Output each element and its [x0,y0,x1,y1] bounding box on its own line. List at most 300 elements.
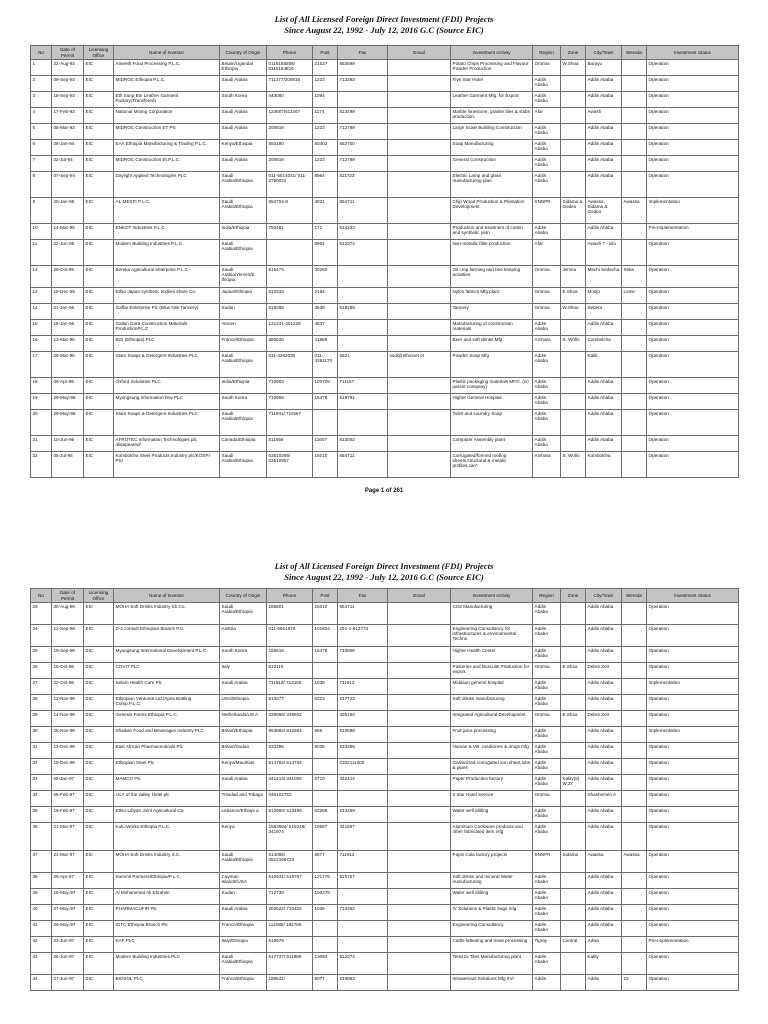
fdi-projects-table [30,45,739,478]
cell-zone [561,124,586,140]
cell-city: Awassa, Sidama & Gedeo [586,198,622,224]
cell-city: Adwa [586,937,622,953]
cell-email [388,937,451,953]
cell-date: 26-Jun-97 [52,953,84,975]
cell-city: Addis Ababa [586,807,622,823]
cell-zone [561,140,586,156]
cell-city: Addis Ababa [586,156,622,172]
cell-activity: Cattle fattening and meat processing [451,937,533,953]
cell-date: 23-Jun-97 [52,937,84,953]
cell-country: France/Ethiopia [220,921,267,937]
cell-region: Afar [533,240,561,266]
cell-region: Addis Ababa [533,647,561,663]
cell-activity: Pasteries and Buscuits Production for export. [451,663,533,679]
cell-email [388,679,451,695]
cell-country: France/Ethiopia [220,336,267,352]
cell-date: 14-Nov-96 [52,711,84,727]
cell-wereda [622,92,647,108]
cell-activity: Middium general hospital [451,679,533,695]
cell-date: 09-Sep-92 [52,76,84,92]
cell-investor: MAMCO Plc [114,775,220,791]
cell-no: 21 [31,436,52,452]
cell-fax: 519767 [338,873,388,889]
cell-city: Addis Ababa [586,320,622,336]
cell-status: Operation [647,452,739,478]
cell-email [388,288,451,304]
cell-email [388,603,451,625]
cell-zone [561,823,586,851]
cell-status: Operation [647,394,739,410]
page-number: Page 1 of 261 [364,488,404,494]
cell-wereda [622,156,647,172]
cell-wereda [622,240,647,266]
cell-email [388,791,451,807]
table-row [31,937,739,953]
cell-city: Addis Ababa [586,759,622,775]
cell-phone: 510931/ 519767 [267,873,313,889]
cell-country: Austria [220,625,267,647]
cell-date: 27-Jun-97 [52,975,84,991]
cell-email [388,625,451,647]
cell-fax: 519863 [338,975,388,991]
cell-date: 27-May-97 [52,905,84,921]
cell-fax [338,937,388,953]
cell-email [388,108,451,124]
column-header-country: Country of Origin [220,46,267,60]
cell-no: 37 [31,851,52,873]
cell-region: Addis Ababa [533,92,561,108]
cell-post: 30260 [313,266,338,288]
cell-region: SNNPR [533,851,561,873]
cell-zone [561,647,586,663]
cell-city: Addis Ababa [586,695,622,711]
table-row [31,452,739,478]
cell-wereda [622,60,647,76]
cell-fax: 710352 [338,905,388,921]
cell-investor: Ethio-Libyan Joint Agricultural Co. [114,807,220,823]
cell-wereda [622,695,647,711]
cell-no: 31 [31,743,52,759]
table-row [31,889,739,905]
cell-office: EIC [84,743,114,759]
cell-post: 6223 [313,695,338,711]
cell-date: 21-Mar-97 [52,851,84,873]
cell-region: Oromia [533,791,561,807]
cell-activity: Water well drilling [451,807,533,823]
cell-wereda: Lome [622,288,647,304]
column-header-email: Email [388,589,451,603]
cell-city: Awash 7 - kilo [586,240,622,266]
cell-investor: Shalkan Food and Beverages Industry PLC [114,727,220,743]
cell-post: 2184 [313,288,338,304]
cell-fax: 5521 [338,352,388,378]
cell-no: 34 [31,791,52,807]
cell-post: 16010 [313,452,338,478]
cell-investor: D-2 consult Ethiopian Branch P.C [114,625,220,647]
cell-status: Operation [647,711,739,727]
cell-email [388,140,451,156]
cell-country: Yemen [220,320,267,336]
cell-fax: 711912 [338,851,388,873]
cell-status: Operation [647,108,739,124]
cell-fax: 610588 [338,727,388,743]
cell-activity: Powder Soap Mfg [451,352,533,378]
cell-email [388,775,451,791]
cell-country: Saudi Arabia [220,775,267,791]
cell-country: Saudi Arabia/Ethiopia [220,603,267,625]
cell-no: 16 [31,336,52,352]
cell-email [388,336,451,352]
cell-post: 11607 [313,436,338,452]
cell-office: EIC [84,775,114,791]
cell-wereda [622,625,647,647]
cell-zone [561,791,586,807]
cell-phone: 011-5514041/ 011-2780022 [267,172,313,198]
cell-office: EIC [84,336,114,352]
cell-post [313,711,338,727]
cell-fax: 511723 [338,172,388,198]
cell-phone: 512900/ 513499 [267,807,313,823]
cell-zone [561,352,586,378]
cell-email [388,807,451,823]
cell-phone: 517737/ 511989 [267,953,313,975]
cell-investor: MIDROC Ethiopia P.L.C. [114,76,220,92]
cell-date: 21-Mar-97 [52,823,84,851]
table-row [31,156,739,172]
cell-investor: Oxford Industries PLC [114,378,220,394]
cell-date: 26-Apr-97 [52,873,84,889]
cell-office: EIC [84,224,114,240]
cell-office: EIC [84,625,114,647]
cell-activity: Engineering Consultancy for infrastructures & environmental Techno [451,625,533,647]
cell-city: Addis Ababa [586,394,622,410]
cell-office: EIC [84,695,114,711]
table-row [31,266,739,288]
cell-post: 50402 [313,140,338,156]
table-row [31,336,739,352]
cell-phone: 711919/ 713155 [267,679,313,695]
cell-post: 1223 [313,124,338,140]
cell-activity: Paper Production factory [451,775,533,791]
cell-zone: W.Shoa [561,304,586,320]
cell-date: 05-Feb-97 [52,791,84,807]
cell-investor: Ameeth Food Processing P.L.C. [114,60,220,76]
cell-fax: 512374 [338,240,388,266]
cell-country: Netherlands/US A [220,711,267,727]
cell-no: 41 [31,921,52,937]
fdi-projects-table [30,588,739,991]
table-row [31,807,739,823]
cell-country: France/Ethiopia [220,975,267,991]
cell-fax: 251-1-612773 [338,625,388,647]
cell-date: 12-Sep-96 [52,625,84,647]
cell-region: Oromia [533,304,561,320]
cell-wereda [622,352,647,378]
cell-wereda [622,953,647,975]
cell-wereda [622,140,647,156]
cell-phone: 200816 [267,124,313,140]
table-header-row [31,46,739,60]
cell-phone: 123607/611467 [267,108,313,124]
cell-region: Addis Ababa [533,873,561,889]
table-row [31,679,739,695]
cell-date: 18-Jan-96 [52,320,84,336]
cell-zone [561,889,586,905]
cell-country: Saudi Arabia [220,156,267,172]
cell-region: Amhara [533,452,561,478]
cell-wereda [622,743,647,759]
cell-status: Operation [647,140,739,156]
cell-office: EIC [84,603,114,625]
cell-date: 05-Jul-96 [52,452,84,478]
cell-no: 1 [31,60,52,76]
cell-investor: LILY of the valley Hotel plc [114,791,220,807]
cell-country: Japan/Ethiopia [220,288,267,304]
cell-post: 100725 [313,378,338,394]
cell-zone [561,410,586,436]
column-header-fax: Fax [338,46,388,60]
cell-zone: Kality(6) W.27 [561,775,586,791]
cell-status: Operation [647,603,739,625]
cell-status: Operation [647,823,739,851]
cell-date: 30-Aug-96 [52,603,84,625]
cell-zone [561,92,586,108]
cell-post: 1038 [313,679,338,695]
cell-country: Saudi Arabia/Ethiopia [220,953,267,975]
cell-no: 12 [31,266,52,288]
cell-region: Addis Ababa [533,224,561,240]
cell-no: 10 [31,224,52,240]
table-row [31,823,739,851]
cell-fax: 654711 [338,198,388,224]
cell-city: Shashemen e [586,791,622,807]
cell-region: Addis Ababa [533,823,561,851]
document-page-2 [30,555,738,991]
cell-city: Debre Zeit [586,711,622,727]
cell-zone: Sidama & Gedeo [561,198,586,224]
cell-activity: 3 Star Hotel Service [451,791,533,807]
cell-no: 9 [31,198,52,224]
cell-post: 8964 [313,240,338,266]
cell-email: sodi@ethionet.et [388,352,451,378]
column-header-city: City/Town [586,589,622,603]
cell-country: Saudi Arabia/Yemen/E thiopia [220,266,267,288]
cell-date: 18-Sep-92 [52,92,84,108]
cell-status: Implementation [647,679,739,695]
cell-region: Addis Ababa [533,775,561,791]
cell-no: 40 [31,905,52,921]
cell-no: 28 [31,695,52,711]
cell-status: Operation [647,320,739,336]
cell-phone: 712730 [267,889,313,905]
table-row [31,695,739,711]
cell-fax: 552699 [338,60,388,76]
cell-activity: Non-metallic filler production [451,240,533,266]
cell-zone [561,759,586,775]
cell-activity: Large Scale Building Construction [451,124,533,140]
cell-activity: Toilet and Laundry Soap [451,410,533,436]
cell-fax: 339180 [338,711,388,727]
cell-zone: E.Shoa [561,663,586,679]
cell-region: Addis Ababa [533,603,561,625]
cell-email [388,156,451,172]
cell-phone: 011-4392036 [267,352,313,378]
cell-date: 07-Sep-94 [52,172,84,198]
cell-post: 1223 [313,76,338,92]
cell-zone [561,953,586,975]
cell-no: 7 [31,156,52,172]
cell-email [388,873,451,889]
column-header-wereda: Wereda [622,46,647,60]
cell-post: 6677 [313,851,338,873]
cell-wereda [622,320,647,336]
cell-activity: Production and treatment of cotton and synthetic yarn [451,224,533,240]
cell-city: Addis Ababa [586,436,622,452]
cell-activity: Chip Wood Production & Plantation Development [451,198,533,224]
cell-office: EIC [84,304,114,320]
cell-post [313,410,338,436]
cell-country: India/Ethiopia [220,224,267,240]
table-row [31,198,739,224]
cell-city: Sebeta [586,304,622,320]
table-row [31,663,739,679]
cell-no: 30 [31,727,52,743]
cell-office: EIC [84,452,114,478]
cell-city: Addis Ababa [586,140,622,156]
cell-no: 29 [31,711,52,727]
cell-phone: 710908 [267,394,313,410]
table-row [31,60,739,76]
cell-city: Addis Ababa [586,172,622,198]
cell-no: 3 [31,92,52,108]
cell-investor: Modern Building Industries P.L.C [114,240,220,266]
column-header-date: Date of Permit [52,46,84,60]
cell-post: 121776 [313,873,338,889]
cell-country: Saudi Arabia/Ethiopia [220,851,267,873]
cell-fax: 654711 [338,452,388,478]
cell-office: EIC [84,240,114,266]
cell-region: Afar [533,108,561,124]
cell-fax [338,791,388,807]
cell-city: Addis Ababa [586,603,622,625]
cell-activity: Five Star Hotel [451,76,533,92]
table-row [31,905,739,921]
cell-country: Cayman Islands/USA [220,873,267,889]
cell-wereda [622,647,647,663]
cell-email [388,378,451,394]
cell-country: Canada/Ethiopia [220,436,267,452]
cell-fax: 518791 [338,394,388,410]
cell-region: Addis Ababa [533,807,561,823]
cell-status: Operation [647,807,739,823]
cell-region: Addis Ababa [533,921,561,937]
cell-email [388,60,451,76]
cell-zone: Central [561,937,586,953]
cell-zone [561,156,586,172]
cell-no: 44 [31,975,52,991]
cell-email [388,452,451,478]
cell-office: EIC [84,320,114,336]
cell-region: SNNPR [533,198,561,224]
cell-wereda [622,921,647,937]
cell-investor: Summit Partners/Ethiopia/P.L.C. [114,873,220,889]
cell-post: 41866 [313,336,338,352]
cell-email [388,823,451,851]
cell-region: Addis Ababa [533,695,561,711]
cell-fax: 613002 [338,436,388,452]
column-header-zone: Zone [561,589,586,603]
cell-country: South Korea [220,647,267,663]
cell-no: 22 [31,452,52,478]
cell-no: 8 [31,172,52,198]
cell-wereda [622,679,647,695]
cell-activity: Leather Garment Mfg. for Export [451,92,533,108]
cell-phone: 156616 [267,647,313,663]
cell-investor: BGI (Ethiopia) PLC [114,336,220,352]
cell-email [388,76,451,92]
cell-investor: MOHA Soft Drinks Industry Sh.Co. [114,603,220,625]
cell-activity: Oil crop farming and bee keeping activities [451,266,533,288]
cell-zone: E.Shoa [561,288,586,304]
cell-post: 100378 [313,889,338,905]
title-line-1: List of All Licensed Foreign Direct Investment (FDI) Projects [274,14,494,24]
cell-investor: Modern Building Industries PLC [114,953,220,975]
cell-date: 18-Dec-95 [52,288,84,304]
cell-activity: Nylon fabrics Mfg plant [451,288,533,304]
cell-investor: Stars Soaps & Detergent Industries PLC [114,352,220,378]
cell-no: 42 [31,937,52,953]
cell-investor: Gallan Gora Construction Materials ProductionP.L.C [114,320,220,336]
cell-wereda [622,436,647,452]
cell-activity: Beer and soft drinks Mfg [451,336,533,352]
cell-country: Britain/Sudan [220,743,267,759]
cell-office: EIC [84,711,114,727]
table-row [31,378,739,394]
cell-post: 8036 [313,743,338,759]
cell-region: Addis Ababa [533,394,561,410]
cell-country: Sudan [220,889,267,905]
cell-status: Operation [647,352,739,378]
cell-zone [561,807,586,823]
cell-office: EIC [84,823,114,851]
cell-email [388,889,451,905]
table-row [31,352,739,378]
cell-date: 22-Jun-95 [52,240,84,266]
cell-no: 5 [31,124,52,140]
cell-city: Addis Ababa [586,224,622,240]
cell-wereda [622,889,647,905]
cell-status: Operation [647,288,739,304]
cell-phone: 516474 [267,266,313,288]
cell-zone [561,224,586,240]
cell-city: Combolcha [586,336,622,352]
cell-phone: 1583994/ 519248/ 341974 [267,823,313,851]
table-row [31,921,739,937]
cell-investor: Kombolcha Steel Products Industry plc/KOSPI Plc/ [114,452,220,478]
table-row [31,711,739,727]
cell-region: Oromia [533,711,561,727]
cell-status: Operation [647,336,739,352]
cell-activity: Water well drilling [451,889,533,905]
cell-no: 26 [31,663,52,679]
cell-investor: East African Pharmaceuticals Plc [114,743,220,759]
cell-zone [561,727,586,743]
cell-status: Operation [647,625,739,647]
cell-date: 29-Oct-95 [52,266,84,288]
cell-fax: 341567 [338,823,388,851]
cell-wereda [622,937,647,953]
cell-post: 19687 [313,823,338,851]
